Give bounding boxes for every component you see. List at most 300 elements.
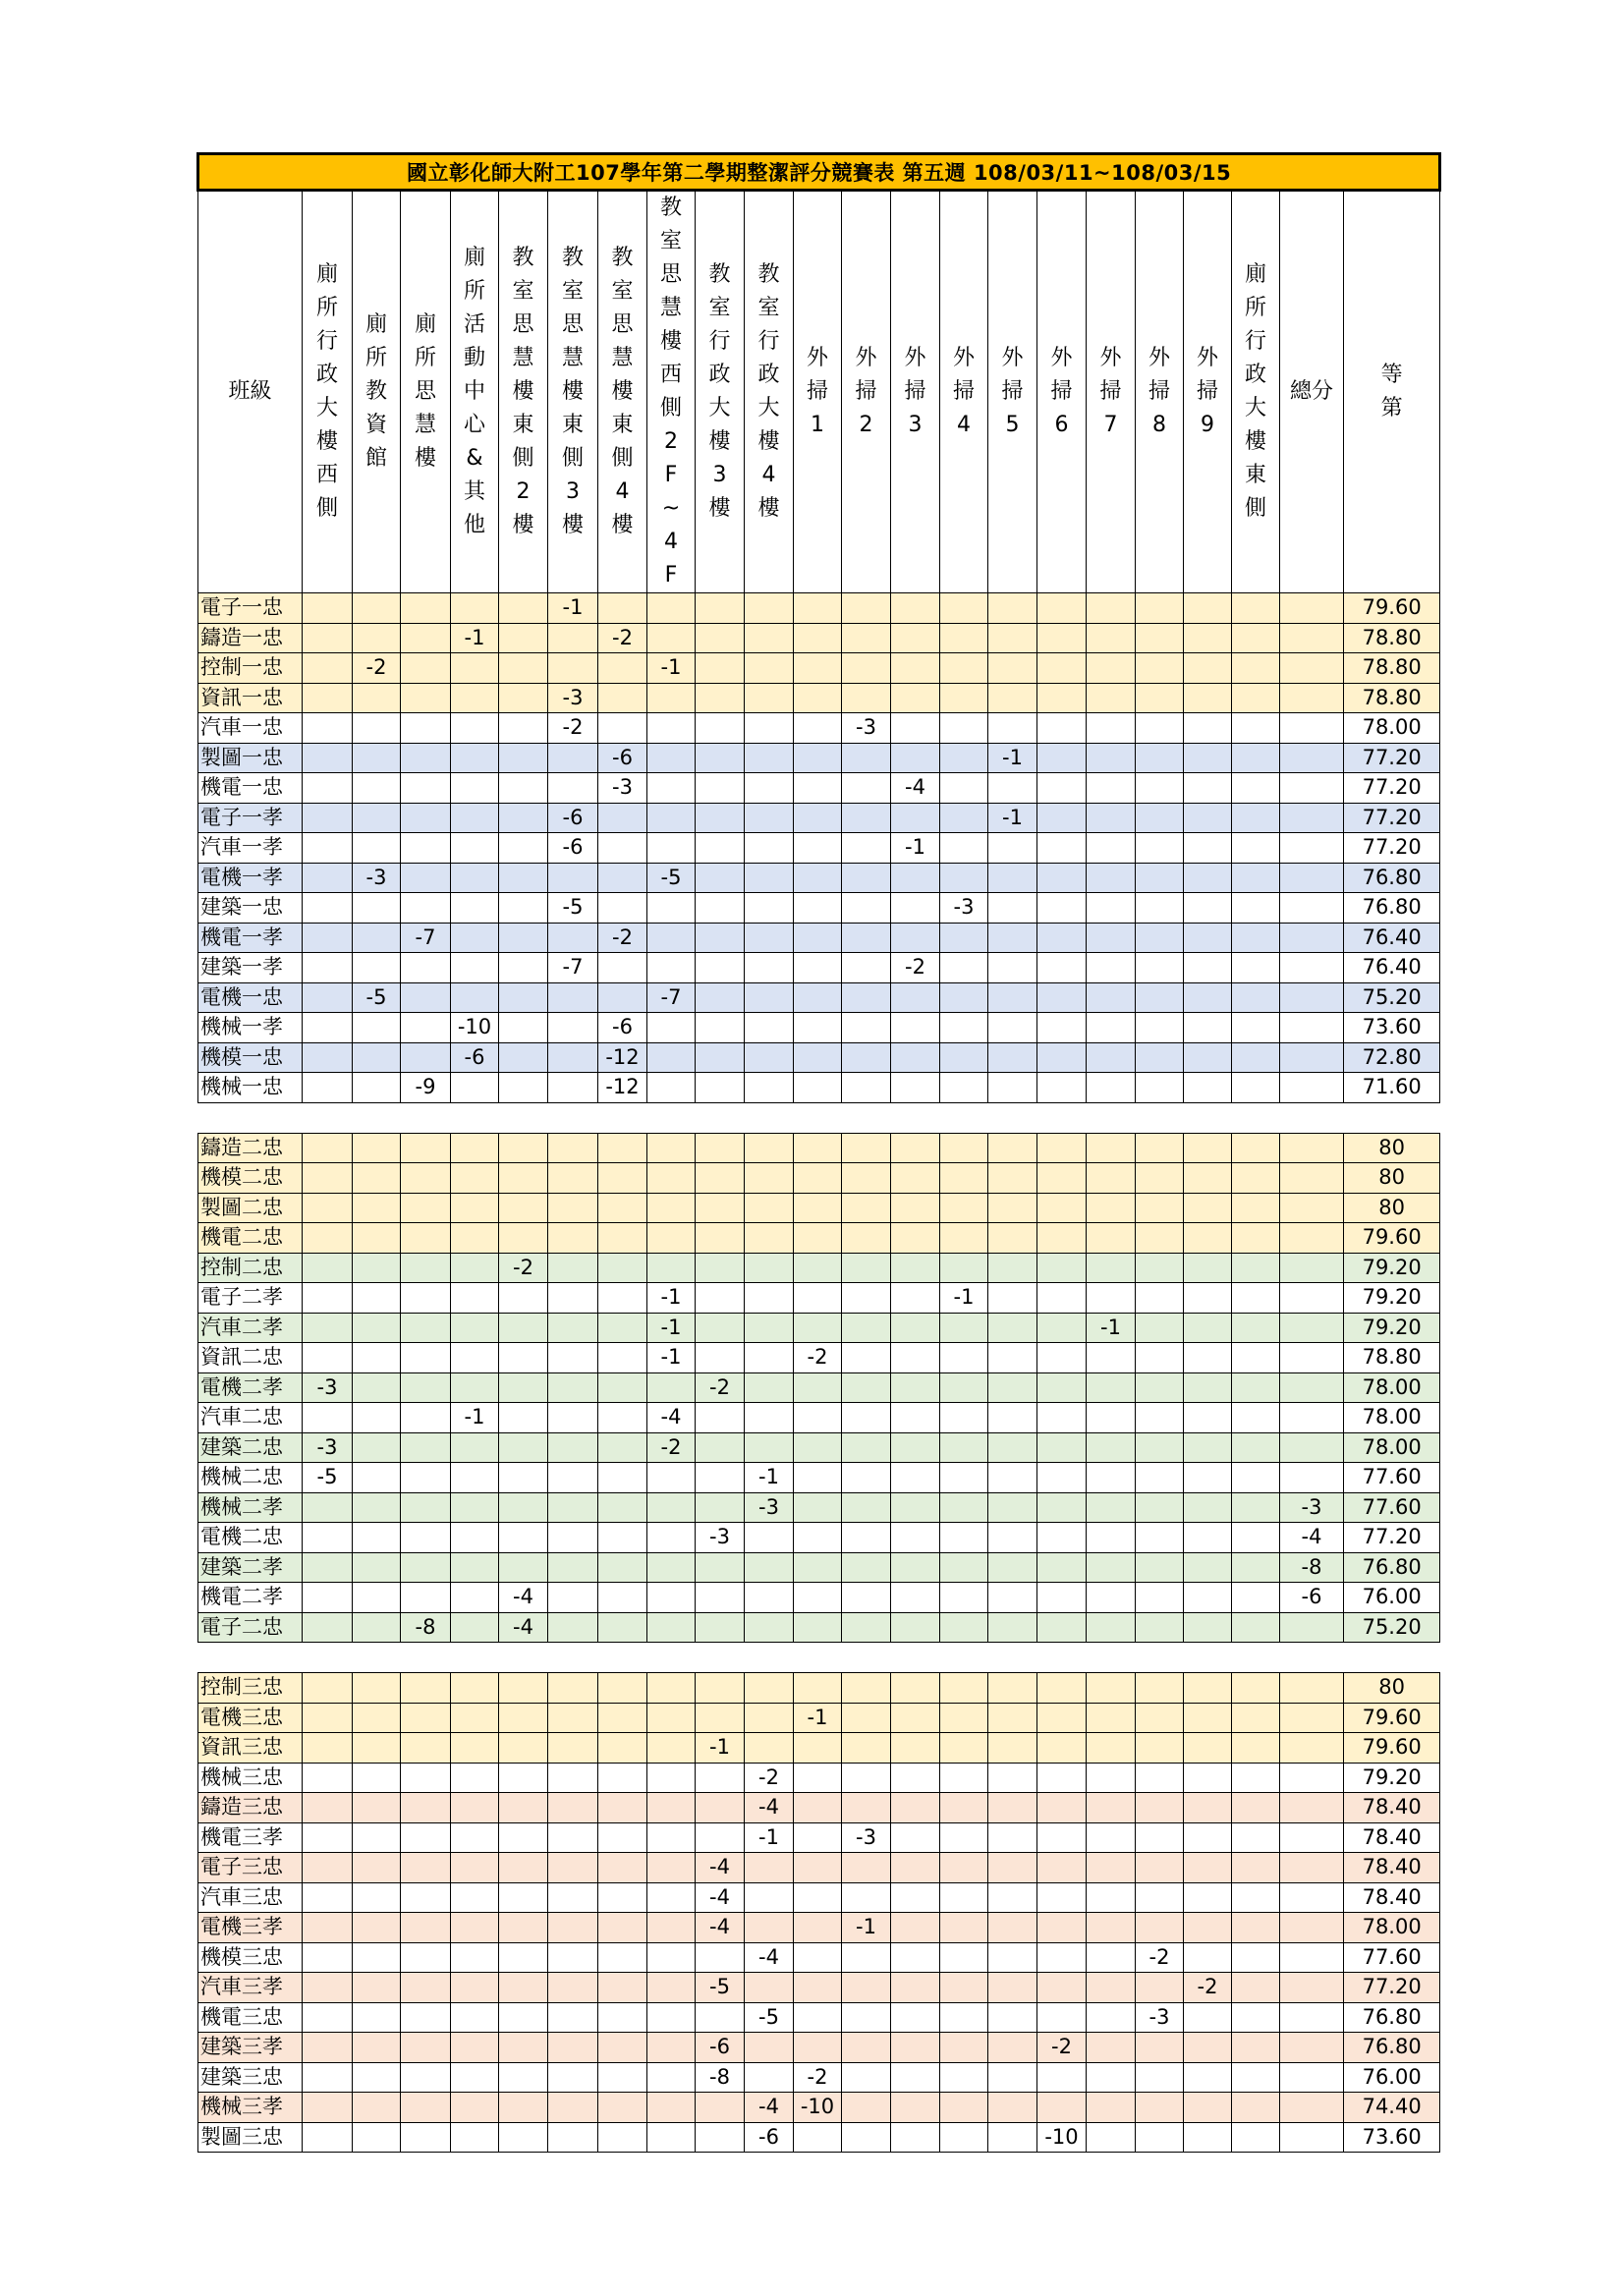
deduction-cell <box>1037 713 1087 744</box>
deduction-cell <box>1280 1372 1344 1403</box>
deduction-cell: -3 <box>745 1492 794 1523</box>
deduction-cell <box>1280 683 1344 713</box>
deduction-cell <box>451 1432 499 1463</box>
deduction-cell <box>303 1552 353 1583</box>
deduction-cell <box>1280 1253 1344 1283</box>
deduction-cell <box>891 2002 940 2033</box>
deduction-cell: -6 <box>1280 1583 1344 1613</box>
deduction-cell <box>598 1882 647 1913</box>
deduction-cell <box>1184 1463 1232 1493</box>
deduction-cell: -2 <box>598 923 647 953</box>
deduction-cell <box>745 1432 794 1463</box>
deduction-cell <box>548 982 598 1013</box>
deduction-cell <box>1087 1133 1136 1163</box>
table-row <box>198 653 1440 684</box>
deduction-cell <box>548 1403 598 1433</box>
deduction-cell <box>598 2093 647 2123</box>
deduction-cell <box>647 1673 696 1704</box>
deduction-cell <box>647 1523 696 1553</box>
deduction-cell <box>745 773 794 804</box>
deduction-cell <box>1184 1133 1232 1163</box>
deduction-cell <box>696 1283 745 1314</box>
deduction-cell <box>353 1432 401 1463</box>
deduction-cell <box>1184 2033 1232 2063</box>
deduction-cell <box>1136 2122 1184 2153</box>
deduction-cell: -3 <box>1280 1492 1344 1523</box>
deduction-cell <box>1184 593 1232 624</box>
deduction-cell <box>1087 1763 1136 1793</box>
deduction-cell <box>988 653 1037 684</box>
class-name-cell: 製圖一忠 <box>198 743 303 773</box>
class-name-cell: 機電三孝 <box>198 1822 303 1853</box>
total-score-cell: 76.80 <box>1344 2033 1440 2063</box>
deduction-cell: -1 <box>988 743 1037 773</box>
deduction-cell <box>401 593 451 624</box>
deduction-cell <box>745 803 794 833</box>
deduction-cell <box>1184 1283 1232 1314</box>
deduction-cell <box>1136 2062 1184 2093</box>
deduction-cell <box>842 833 891 864</box>
total-score-cell: 78.80 <box>1344 623 1440 653</box>
deduction-cell <box>1280 1283 1344 1314</box>
deduction-cell <box>303 623 353 653</box>
deduction-cell <box>940 833 988 864</box>
deduction-cell <box>1136 1793 1184 1823</box>
deduction-cell <box>940 1882 988 1913</box>
deduction-cell <box>647 1882 696 1913</box>
deduction-cell <box>696 593 745 624</box>
deduction-cell <box>1184 1583 1232 1613</box>
deduction-cell <box>1037 1163 1087 1194</box>
deduction-cell <box>988 1193 1037 1223</box>
deduction-cell <box>1087 2033 1136 2063</box>
deduction-cell <box>1232 1283 1280 1314</box>
deduction-cell <box>1232 863 1280 893</box>
deduction-cell <box>401 1673 451 1704</box>
deduction-cell <box>353 773 401 804</box>
deduction-cell <box>451 803 499 833</box>
deduction-cell <box>303 1583 353 1613</box>
deduction-cell <box>548 863 598 893</box>
deduction-cell <box>401 1403 451 1433</box>
deduction-cell <box>1136 653 1184 684</box>
deduction-cell <box>842 1793 891 1823</box>
deduction-cell <box>1184 2062 1232 2093</box>
deduction-cell <box>353 1882 401 1913</box>
deduction-cell <box>499 743 548 773</box>
total-score-cell: 75.20 <box>1344 982 1440 1013</box>
score-table <box>196 152 1440 2153</box>
deduction-cell <box>1037 1133 1087 1163</box>
deduction-cell <box>988 2062 1037 2093</box>
deduction-cell <box>598 1552 647 1583</box>
deduction-cell <box>1087 833 1136 864</box>
deduction-cell <box>499 593 548 624</box>
deduction-cell <box>647 1372 696 1403</box>
deduction-cell: -1 <box>647 653 696 684</box>
deduction-cell: -4 <box>696 1913 745 1943</box>
deduction-cell <box>1280 593 1344 624</box>
deduction-cell <box>1184 1733 1232 1764</box>
deduction-cell <box>499 1523 548 1553</box>
class-name-cell: 汽車二忠 <box>198 1403 303 1433</box>
deduction-cell <box>499 1313 548 1343</box>
deduction-cell <box>696 773 745 804</box>
deduction-cell <box>696 893 745 924</box>
deduction-cell <box>499 713 548 744</box>
total-score-cell: 79.60 <box>1344 1223 1440 1254</box>
deduction-cell <box>1087 1942 1136 1973</box>
class-name-cell: 資訊一忠 <box>198 683 303 713</box>
deduction-cell <box>303 1223 353 1254</box>
group-spacer <box>198 1643 1440 1673</box>
table-row <box>198 1673 1440 1704</box>
deduction-cell <box>988 2033 1037 2063</box>
deduction-cell <box>940 2093 988 2123</box>
deduction-cell <box>401 1013 451 1043</box>
deduction-cell <box>499 1673 548 1704</box>
deduction-cell <box>1280 833 1344 864</box>
deduction-cell <box>988 1882 1037 1913</box>
deduction-cell <box>988 1163 1037 1194</box>
deduction-cell: -4 <box>499 1612 548 1643</box>
deduction-cell <box>647 1163 696 1194</box>
deduction-cell <box>303 893 353 924</box>
deduction-cell <box>891 1612 940 1643</box>
deduction-cell: -1 <box>451 623 499 653</box>
table-row <box>198 1253 1440 1283</box>
deduction-cell <box>303 1763 353 1793</box>
deduction-cell <box>794 1973 842 2003</box>
deduction-cell <box>696 623 745 653</box>
total-score-cell: 80 <box>1344 1163 1440 1194</box>
deduction-cell <box>842 1042 891 1073</box>
deduction-cell <box>1280 743 1344 773</box>
class-name-cell: 機械二忠 <box>198 1463 303 1493</box>
deduction-cell <box>548 1853 598 1883</box>
deduction-cell <box>303 1673 353 1704</box>
deduction-cell <box>1184 1793 1232 1823</box>
deduction-cell <box>842 863 891 893</box>
deduction-cell <box>451 1133 499 1163</box>
column-header: 廁所行政大樓西側 <box>303 191 353 593</box>
deduction-cell <box>548 1703 598 1733</box>
deduction-cell <box>1280 1913 1344 1943</box>
deduction-cell <box>647 2093 696 2123</box>
deduction-cell <box>1184 713 1232 744</box>
deduction-cell <box>891 1223 940 1254</box>
deduction-cell <box>988 1343 1037 1373</box>
column-header: 班級 <box>198 191 303 593</box>
deduction-cell <box>1087 893 1136 924</box>
table-row <box>198 1733 1440 1764</box>
deduction-cell <box>598 713 647 744</box>
table-row <box>198 2002 1440 2033</box>
deduction-cell <box>988 1822 1037 1853</box>
deduction-cell: -7 <box>548 953 598 983</box>
deduction-cell: -5 <box>696 1973 745 2003</box>
deduction-cell <box>353 1343 401 1373</box>
class-name-cell: 機械一孝 <box>198 1013 303 1043</box>
deduction-cell: -5 <box>548 893 598 924</box>
deduction-cell <box>303 803 353 833</box>
deduction-cell <box>988 1492 1037 1523</box>
deduction-cell <box>696 953 745 983</box>
deduction-cell <box>451 1703 499 1733</box>
deduction-cell <box>1280 1882 1344 1913</box>
class-name-cell: 電子二孝 <box>198 1283 303 1314</box>
deduction-cell <box>745 2062 794 2093</box>
deduction-cell <box>696 683 745 713</box>
deduction-cell <box>794 1042 842 1073</box>
deduction-cell <box>988 1073 1037 1103</box>
table-row <box>198 1552 1440 1583</box>
deduction-cell <box>401 1882 451 1913</box>
deduction-cell <box>794 2122 842 2153</box>
deduction-cell <box>499 1733 548 1764</box>
class-name-cell: 電機三忠 <box>198 1703 303 1733</box>
deduction-cell <box>745 1343 794 1373</box>
deduction-cell <box>598 1432 647 1463</box>
deduction-cell <box>794 1193 842 1223</box>
deduction-cell <box>940 1193 988 1223</box>
deduction-cell <box>451 1523 499 1553</box>
deduction-cell <box>353 1283 401 1314</box>
deduction-cell <box>1232 1882 1280 1913</box>
column-header: 外掃8 <box>1136 191 1184 593</box>
deduction-cell <box>598 1942 647 1973</box>
deduction-cell <box>598 1313 647 1343</box>
deduction-cell <box>940 593 988 624</box>
deduction-cell: -1 <box>696 1733 745 1764</box>
deduction-cell <box>598 1853 647 1883</box>
deduction-cell <box>647 2062 696 2093</box>
deduction-cell <box>745 1583 794 1613</box>
deduction-cell: -4 <box>696 1853 745 1883</box>
deduction-cell <box>1232 653 1280 684</box>
deduction-cell <box>303 1492 353 1523</box>
deduction-cell <box>1280 1403 1344 1433</box>
deduction-cell <box>1184 1703 1232 1733</box>
deduction-cell <box>794 923 842 953</box>
deduction-cell <box>940 1492 988 1523</box>
deduction-cell <box>499 1193 548 1223</box>
deduction-cell <box>401 1853 451 1883</box>
deduction-cell <box>1037 1822 1087 1853</box>
table-row <box>198 2062 1440 2093</box>
deduction-cell <box>451 953 499 983</box>
deduction-cell <box>303 2002 353 2033</box>
deduction-cell <box>891 713 940 744</box>
deduction-cell: -2 <box>647 1432 696 1463</box>
deduction-cell <box>842 653 891 684</box>
deduction-cell <box>1232 803 1280 833</box>
deduction-cell <box>1136 1822 1184 1853</box>
deduction-cell <box>401 982 451 1013</box>
deduction-cell <box>1232 1913 1280 1943</box>
deduction-cell <box>940 653 988 684</box>
deduction-cell <box>1087 982 1136 1013</box>
deduction-cell <box>303 1193 353 1223</box>
deduction-cell <box>303 1073 353 1103</box>
deduction-cell <box>794 1372 842 1403</box>
class-name-cell: 資訊二忠 <box>198 1343 303 1373</box>
deduction-cell <box>499 1073 548 1103</box>
deduction-cell <box>1087 1403 1136 1433</box>
deduction-cell <box>1280 2033 1344 2063</box>
deduction-cell <box>1280 803 1344 833</box>
deduction-cell <box>647 893 696 924</box>
total-score-cell: 79.60 <box>1344 1703 1440 1733</box>
class-name-cell: 汽車一孝 <box>198 833 303 864</box>
deduction-cell <box>891 803 940 833</box>
deduction-cell <box>1184 863 1232 893</box>
total-score-cell: 79.20 <box>1344 1763 1440 1793</box>
deduction-cell <box>1037 653 1087 684</box>
class-name-cell: 建築二孝 <box>198 1552 303 1583</box>
deduction-cell <box>988 1523 1037 1553</box>
deduction-cell <box>696 1763 745 1793</box>
deduction-cell <box>499 923 548 953</box>
deduction-cell <box>598 1463 647 1493</box>
deduction-cell: -2 <box>548 713 598 744</box>
deduction-cell <box>1087 1793 1136 1823</box>
deduction-cell <box>401 623 451 653</box>
deduction-cell <box>598 1403 647 1433</box>
deduction-cell <box>940 1013 988 1043</box>
deduction-cell <box>1037 2002 1087 2033</box>
deduction-cell <box>794 773 842 804</box>
deduction-cell <box>401 743 451 773</box>
deduction-cell <box>1280 923 1344 953</box>
deduction-cell <box>401 1822 451 1853</box>
deduction-cell <box>891 2033 940 2063</box>
deduction-cell <box>696 1612 745 1643</box>
deduction-cell <box>598 953 647 983</box>
deduction-cell: -6 <box>548 803 598 833</box>
deduction-cell <box>1037 1583 1087 1613</box>
deduction-cell <box>1136 1042 1184 1073</box>
deduction-cell <box>1232 1492 1280 1523</box>
deduction-cell <box>745 1253 794 1283</box>
deduction-cell: -1 <box>548 593 598 624</box>
deduction-cell <box>353 2033 401 2063</box>
class-name-cell: 電子一孝 <box>198 803 303 833</box>
table-row <box>198 803 1440 833</box>
column-header: 外掃5 <box>988 191 1037 593</box>
deduction-cell <box>794 1583 842 1613</box>
deduction-cell <box>647 923 696 953</box>
deduction-cell <box>1280 1343 1344 1373</box>
deduction-cell <box>1280 1133 1344 1163</box>
deduction-cell <box>353 743 401 773</box>
deduction-cell <box>1232 953 1280 983</box>
deduction-cell <box>988 1583 1037 1613</box>
deduction-cell <box>401 1463 451 1493</box>
deduction-cell <box>940 1973 988 2003</box>
deduction-cell <box>745 923 794 953</box>
deduction-cell <box>745 1163 794 1194</box>
deduction-cell <box>988 1913 1037 1943</box>
deduction-cell <box>794 1133 842 1163</box>
deduction-cell <box>940 1673 988 1704</box>
deduction-cell <box>647 1463 696 1493</box>
total-score-cell: 79.60 <box>1344 593 1440 624</box>
deduction-cell <box>1184 803 1232 833</box>
deduction-cell <box>940 1223 988 1254</box>
table-row <box>198 593 1440 624</box>
table-row <box>198 1372 1440 1403</box>
deduction-cell <box>1232 1673 1280 1704</box>
deduction-cell <box>1232 1822 1280 1853</box>
deduction-cell <box>401 1942 451 1973</box>
deduction-cell <box>647 2033 696 2063</box>
deduction-cell <box>353 1523 401 1553</box>
deduction-cell <box>303 713 353 744</box>
deduction-cell <box>794 593 842 624</box>
deduction-cell: -1 <box>745 1822 794 1853</box>
deduction-cell <box>548 743 598 773</box>
deduction-cell <box>647 833 696 864</box>
deduction-cell <box>401 653 451 684</box>
deduction-cell <box>303 1163 353 1194</box>
deduction-cell <box>794 863 842 893</box>
deduction-cell <box>1136 1913 1184 1943</box>
deduction-cell <box>451 2002 499 2033</box>
deduction-cell <box>696 1133 745 1163</box>
deduction-cell <box>696 1432 745 1463</box>
total-score-cell: 76.80 <box>1344 863 1440 893</box>
deduction-cell <box>988 713 1037 744</box>
deduction-cell <box>353 1733 401 1764</box>
deduction-cell <box>1232 2062 1280 2093</box>
total-score-cell: 78.00 <box>1344 1432 1440 1463</box>
deduction-cell <box>548 1733 598 1764</box>
deduction-cell <box>303 2122 353 2153</box>
deduction-cell <box>1037 1042 1087 1073</box>
deduction-cell <box>1136 1403 1184 1433</box>
deduction-cell <box>794 1913 842 1943</box>
deduction-cell: -8 <box>401 1612 451 1643</box>
total-score-cell: 78.00 <box>1344 1403 1440 1433</box>
column-header: 教室行政大樓3樓 <box>696 191 745 593</box>
deduction-cell <box>745 1013 794 1043</box>
deduction-cell <box>647 1193 696 1223</box>
deduction-cell: -3 <box>842 713 891 744</box>
deduction-cell <box>988 833 1037 864</box>
deduction-cell <box>647 2122 696 2153</box>
deduction-cell <box>353 2002 401 2033</box>
deduction-cell <box>988 1763 1037 1793</box>
deduction-cell <box>548 1042 598 1073</box>
deduction-cell <box>401 683 451 713</box>
total-score-cell: 73.60 <box>1344 1013 1440 1043</box>
table-row <box>198 863 1440 893</box>
deduction-cell <box>598 1822 647 1853</box>
deduction-cell <box>842 2002 891 2033</box>
deduction-cell <box>303 1403 353 1433</box>
deduction-cell <box>842 623 891 653</box>
deduction-cell <box>745 1673 794 1704</box>
deduction-cell <box>988 1403 1037 1433</box>
table-row <box>198 1283 1440 1314</box>
deduction-cell <box>401 1552 451 1583</box>
deduction-cell <box>1037 623 1087 653</box>
deduction-cell <box>842 1163 891 1194</box>
deduction-cell <box>794 803 842 833</box>
deduction-cell <box>647 953 696 983</box>
deduction-cell <box>598 2122 647 2153</box>
